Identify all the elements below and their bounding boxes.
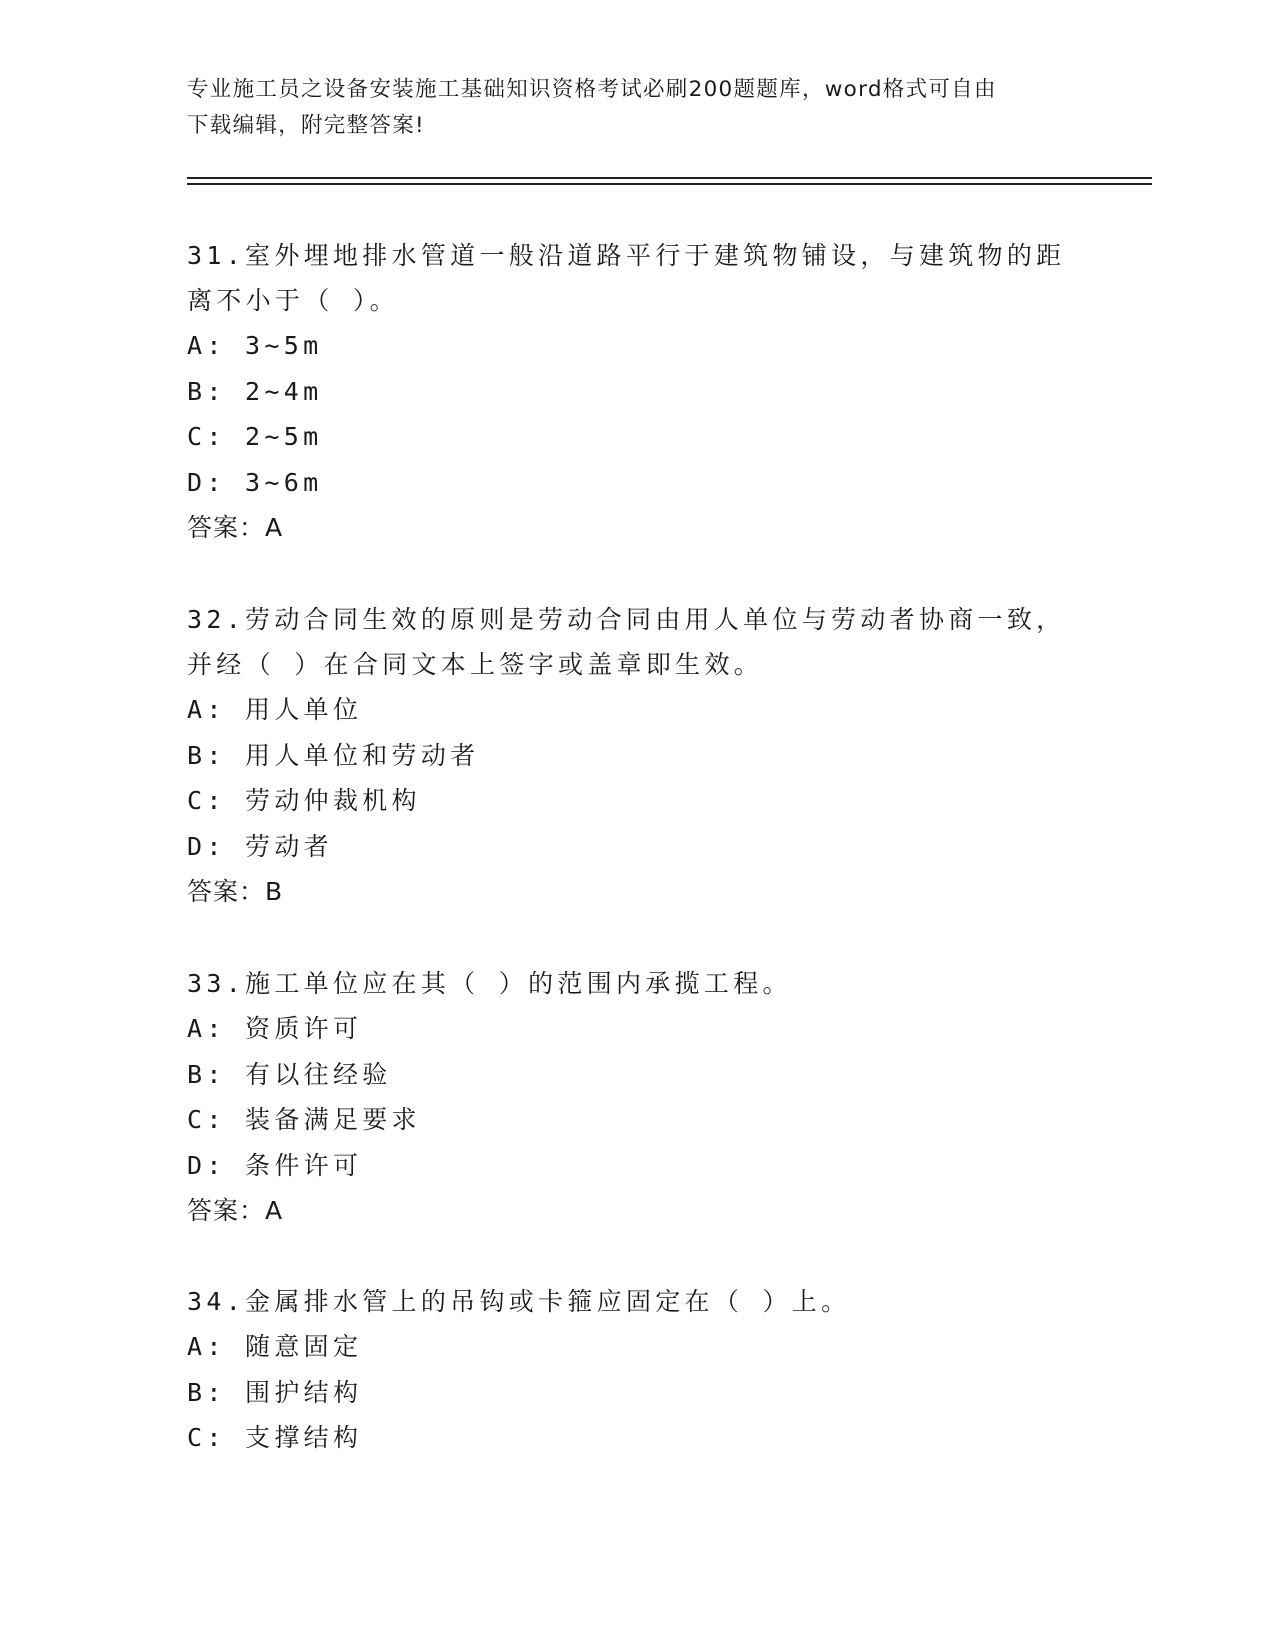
option-a: A: 随意固定 [187, 1332, 363, 1361]
option-b: B: 有以往经验 [187, 1059, 392, 1089]
option-a: A: 用人单位 [187, 695, 363, 724]
question-32 [187, 597, 1087, 915]
option-b: B: 用人单位和劳动者 [187, 740, 480, 770]
header-divider-bottom [187, 183, 1152, 185]
option-d: D: 3~6m [187, 467, 323, 497]
document-header [187, 72, 1087, 144]
question-text: 31.室外埋地排水管道一般沿道路平行于建筑物铺设，与建筑物的距离不小于（ ）。 [187, 241, 1066, 315]
answer: 答案：A [187, 513, 284, 542]
option-b: B: 2~4m [187, 376, 323, 406]
question-31 [187, 233, 1087, 551]
header-title-line-1: 专业施工员之设备安装施工基础知识资格考试必刷200题题库，word格式可自由 [187, 77, 997, 102]
question-text: 33.施工单位应在其（ ）的范围内承揽工程。 [187, 969, 792, 998]
option-c: C: 装备满足要求 [187, 1105, 421, 1134]
option-a: A: 3~5m [187, 331, 323, 360]
question-text: 32.劳动合同生效的原则是劳动合同由用人单位与劳动者协商一致，并经（ ）在合同文本上签字或盖章即生效。 [187, 605, 1066, 679]
question-text: 34.金属排水管上的吊钩或卡箍应固定在（ ）上。 [187, 1287, 851, 1316]
option-d: D: 条件许可 [187, 1150, 363, 1180]
header-divider-top [187, 177, 1152, 179]
answer: 答案：B [187, 877, 284, 906]
option-b: B: 围护结构 [187, 1377, 363, 1407]
option-d: D: 劳动者 [187, 831, 333, 861]
option-c: C: 2~5m [187, 422, 323, 451]
option-c: C: 劳动仲裁机构 [187, 786, 421, 815]
question-34 [187, 1279, 1087, 1461]
question-33 [187, 961, 1087, 1234]
option-c: C: 支撑结构 [187, 1423, 363, 1452]
answer: 答案：A [187, 1196, 284, 1225]
option-a: A: 资质许可 [187, 1014, 363, 1043]
header-title-line-2: 下载编辑，附完整答案! [187, 113, 425, 138]
